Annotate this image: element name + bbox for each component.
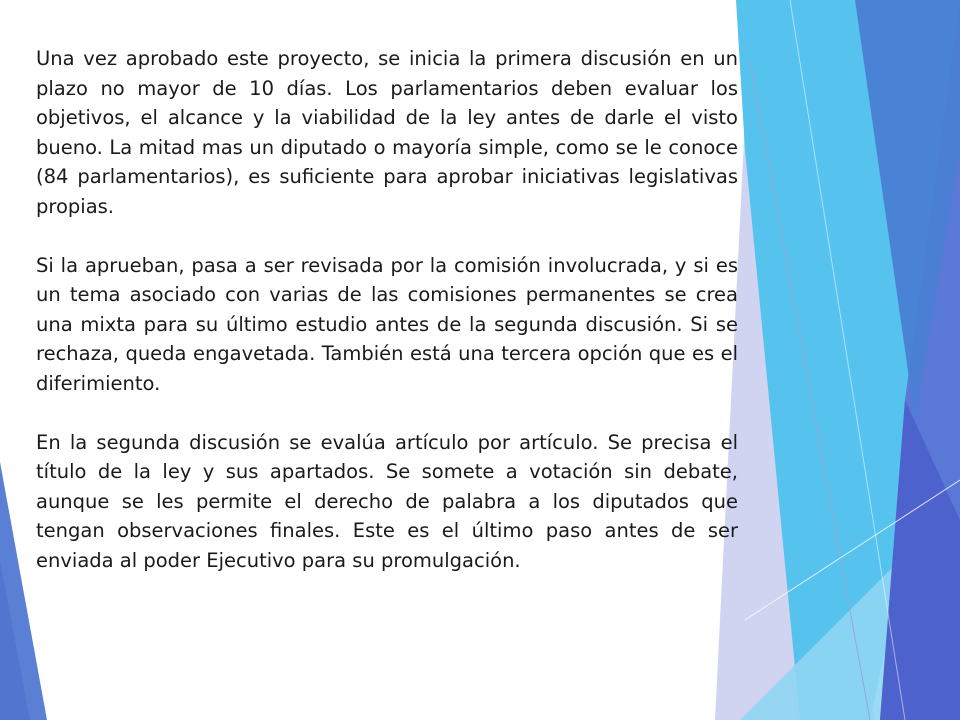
paragraph-2: Si la aprueban, pasa a ser revisada por la comisión involucrada, y si es un tema asociado con varias de las comisiones permanentes se crea una mixta para su último estudio antes de la segunda discusión. Si se rechaza, queda engavetada. También está una tercera opción que es el diferimiento. <box>36 253 738 395</box>
slide-body-text <box>36 44 738 575</box>
paragraph-3: En la segunda discusión se evalúa artículo por artículo. Se precisa el título de la ley y sus apartados. Se somete a votación sin debate, aunque se les permite el derecho de palabra a los diputados que tengan observaciones finales. Este es el último paso antes de ser enviada al poder Ejecutivo para su promulgación. <box>36 430 738 572</box>
paragraph-1: Una vez aprobado este proyecto, se inicia la primera discusión en un plazo no mayor de 10 días. Los parlamentarios deben evaluar los objetivos, el alcance y la viabilidad de la ley antes de darle el visto bueno. La mitad mas un diputado o mayoría simple, como se le conoce (84 parlamentarios), es suficiente para aprobar iniciativas legislativas propias. <box>36 47 738 218</box>
